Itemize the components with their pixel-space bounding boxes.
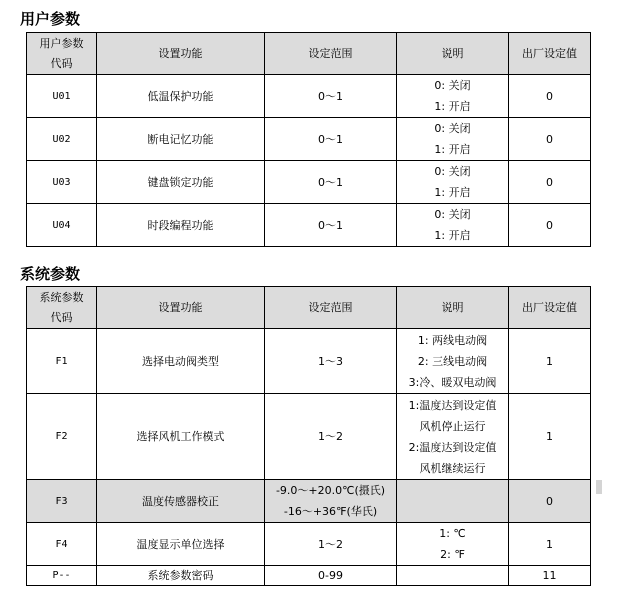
param-range: 0～1 [265, 204, 397, 247]
desc-line: 0: 关闭 [434, 79, 471, 92]
system-params-title: 系统参数 [20, 265, 81, 283]
desc-line: 0: 关闭 [434, 165, 471, 178]
param-default: 0 [509, 204, 591, 247]
param-description [397, 394, 509, 480]
table-row [27, 75, 591, 118]
header-function: 设置功能 [97, 287, 265, 329]
desc-line: 1:温度达到设定值 [408, 398, 497, 412]
header-range: 设定范围 [265, 33, 397, 75]
header-function: 设置功能 [97, 33, 265, 75]
param-description [397, 566, 509, 586]
param-function: 低温保护功能 [97, 75, 265, 118]
param-code: U03 [27, 161, 97, 204]
desc-line: 1: 开启 [434, 186, 471, 199]
param-description [397, 523, 509, 566]
header-default: 出厂设定值 [509, 33, 591, 75]
param-description [397, 118, 509, 161]
header-range: 设定范围 [265, 287, 397, 329]
desc-line: 0: 关闭 [434, 208, 471, 221]
param-function: 断电记忆功能 [97, 118, 265, 161]
param-default: 1 [509, 523, 591, 566]
range-line: -9.0～+20.0℃(摄氏) [275, 484, 386, 497]
param-range [265, 480, 397, 523]
desc-line: 2:温度达到设定值 [408, 440, 497, 454]
header-code-line: 代码 [50, 56, 73, 70]
param-range: 0～1 [265, 75, 397, 118]
param-code: F2 [27, 394, 97, 480]
header-code-line: 代码 [50, 310, 73, 324]
param-default: 0 [509, 75, 591, 118]
param-function: 选择电动阀类型 [97, 329, 265, 394]
desc-line: 2: ℉ [440, 548, 465, 561]
desc-line: 3:冷、暖双电动阀 [408, 375, 497, 389]
desc-line: 1: 开启 [434, 143, 471, 156]
param-description [397, 329, 509, 394]
table-row [27, 394, 591, 480]
desc-line: 0: 关闭 [434, 122, 471, 135]
range-line: -16～+36℉(华氏) [283, 505, 378, 518]
table-header-row [27, 287, 591, 329]
header-code [27, 287, 97, 329]
param-default: 11 [509, 566, 591, 586]
param-code: F3 [27, 480, 97, 523]
param-function: 温度显示单位选择 [97, 523, 265, 566]
param-function: 键盘锁定功能 [97, 161, 265, 204]
param-range: 1～2 [265, 394, 397, 480]
param-default: 1 [509, 329, 591, 394]
param-range: 0～1 [265, 161, 397, 204]
param-code: U04 [27, 204, 97, 247]
param-range: 1～3 [265, 329, 397, 394]
param-code: U01 [27, 75, 97, 118]
table-row [27, 204, 591, 247]
param-description [397, 204, 509, 247]
desc-line: 1: 开启 [434, 100, 471, 113]
param-function: 时段编程功能 [97, 204, 265, 247]
table-row [27, 480, 591, 523]
table-row [27, 161, 591, 204]
header-description: 说明 [397, 33, 509, 75]
param-default: 1 [509, 394, 591, 480]
param-code: F1 [27, 329, 97, 394]
param-default: 0 [509, 480, 591, 523]
header-code-line: 用户参数 [39, 36, 84, 50]
param-default: 0 [509, 118, 591, 161]
desc-line: 风机停止运行 [419, 419, 486, 433]
desc-line: 1: 开启 [434, 229, 471, 242]
param-range: 1～2 [265, 523, 397, 566]
param-description [397, 75, 509, 118]
param-code: P-- [27, 566, 97, 586]
table-row [27, 523, 591, 566]
table-row [27, 118, 591, 161]
param-range: 0-99 [265, 566, 397, 586]
desc-line: 风机继续运行 [419, 461, 486, 475]
user-params-table [26, 32, 591, 247]
user-params-title: 用户参数 [20, 10, 81, 28]
desc-line: 1: 两线电动阀 [417, 333, 488, 347]
table-row [27, 329, 591, 394]
param-description [397, 480, 509, 523]
param-description [397, 161, 509, 204]
param-range: 0～1 [265, 118, 397, 161]
scroll-mark [596, 480, 602, 494]
header-default: 出厂设定值 [509, 287, 591, 329]
param-default: 0 [509, 161, 591, 204]
system-params-table [26, 286, 591, 586]
param-code: F4 [27, 523, 97, 566]
desc-line: 1: ℃ [439, 527, 466, 540]
header-code [27, 33, 97, 75]
param-code: U02 [27, 118, 97, 161]
header-code-line: 系统参数 [39, 290, 84, 304]
param-function: 温度传感器校正 [97, 480, 265, 523]
desc-line: 2: 三线电动阀 [417, 354, 488, 368]
table-header-row [27, 33, 591, 75]
param-function: 选择风机工作模式 [97, 394, 265, 480]
table-row [27, 566, 591, 586]
param-function: 系统参数密码 [97, 566, 265, 586]
header-description: 说明 [397, 287, 509, 329]
